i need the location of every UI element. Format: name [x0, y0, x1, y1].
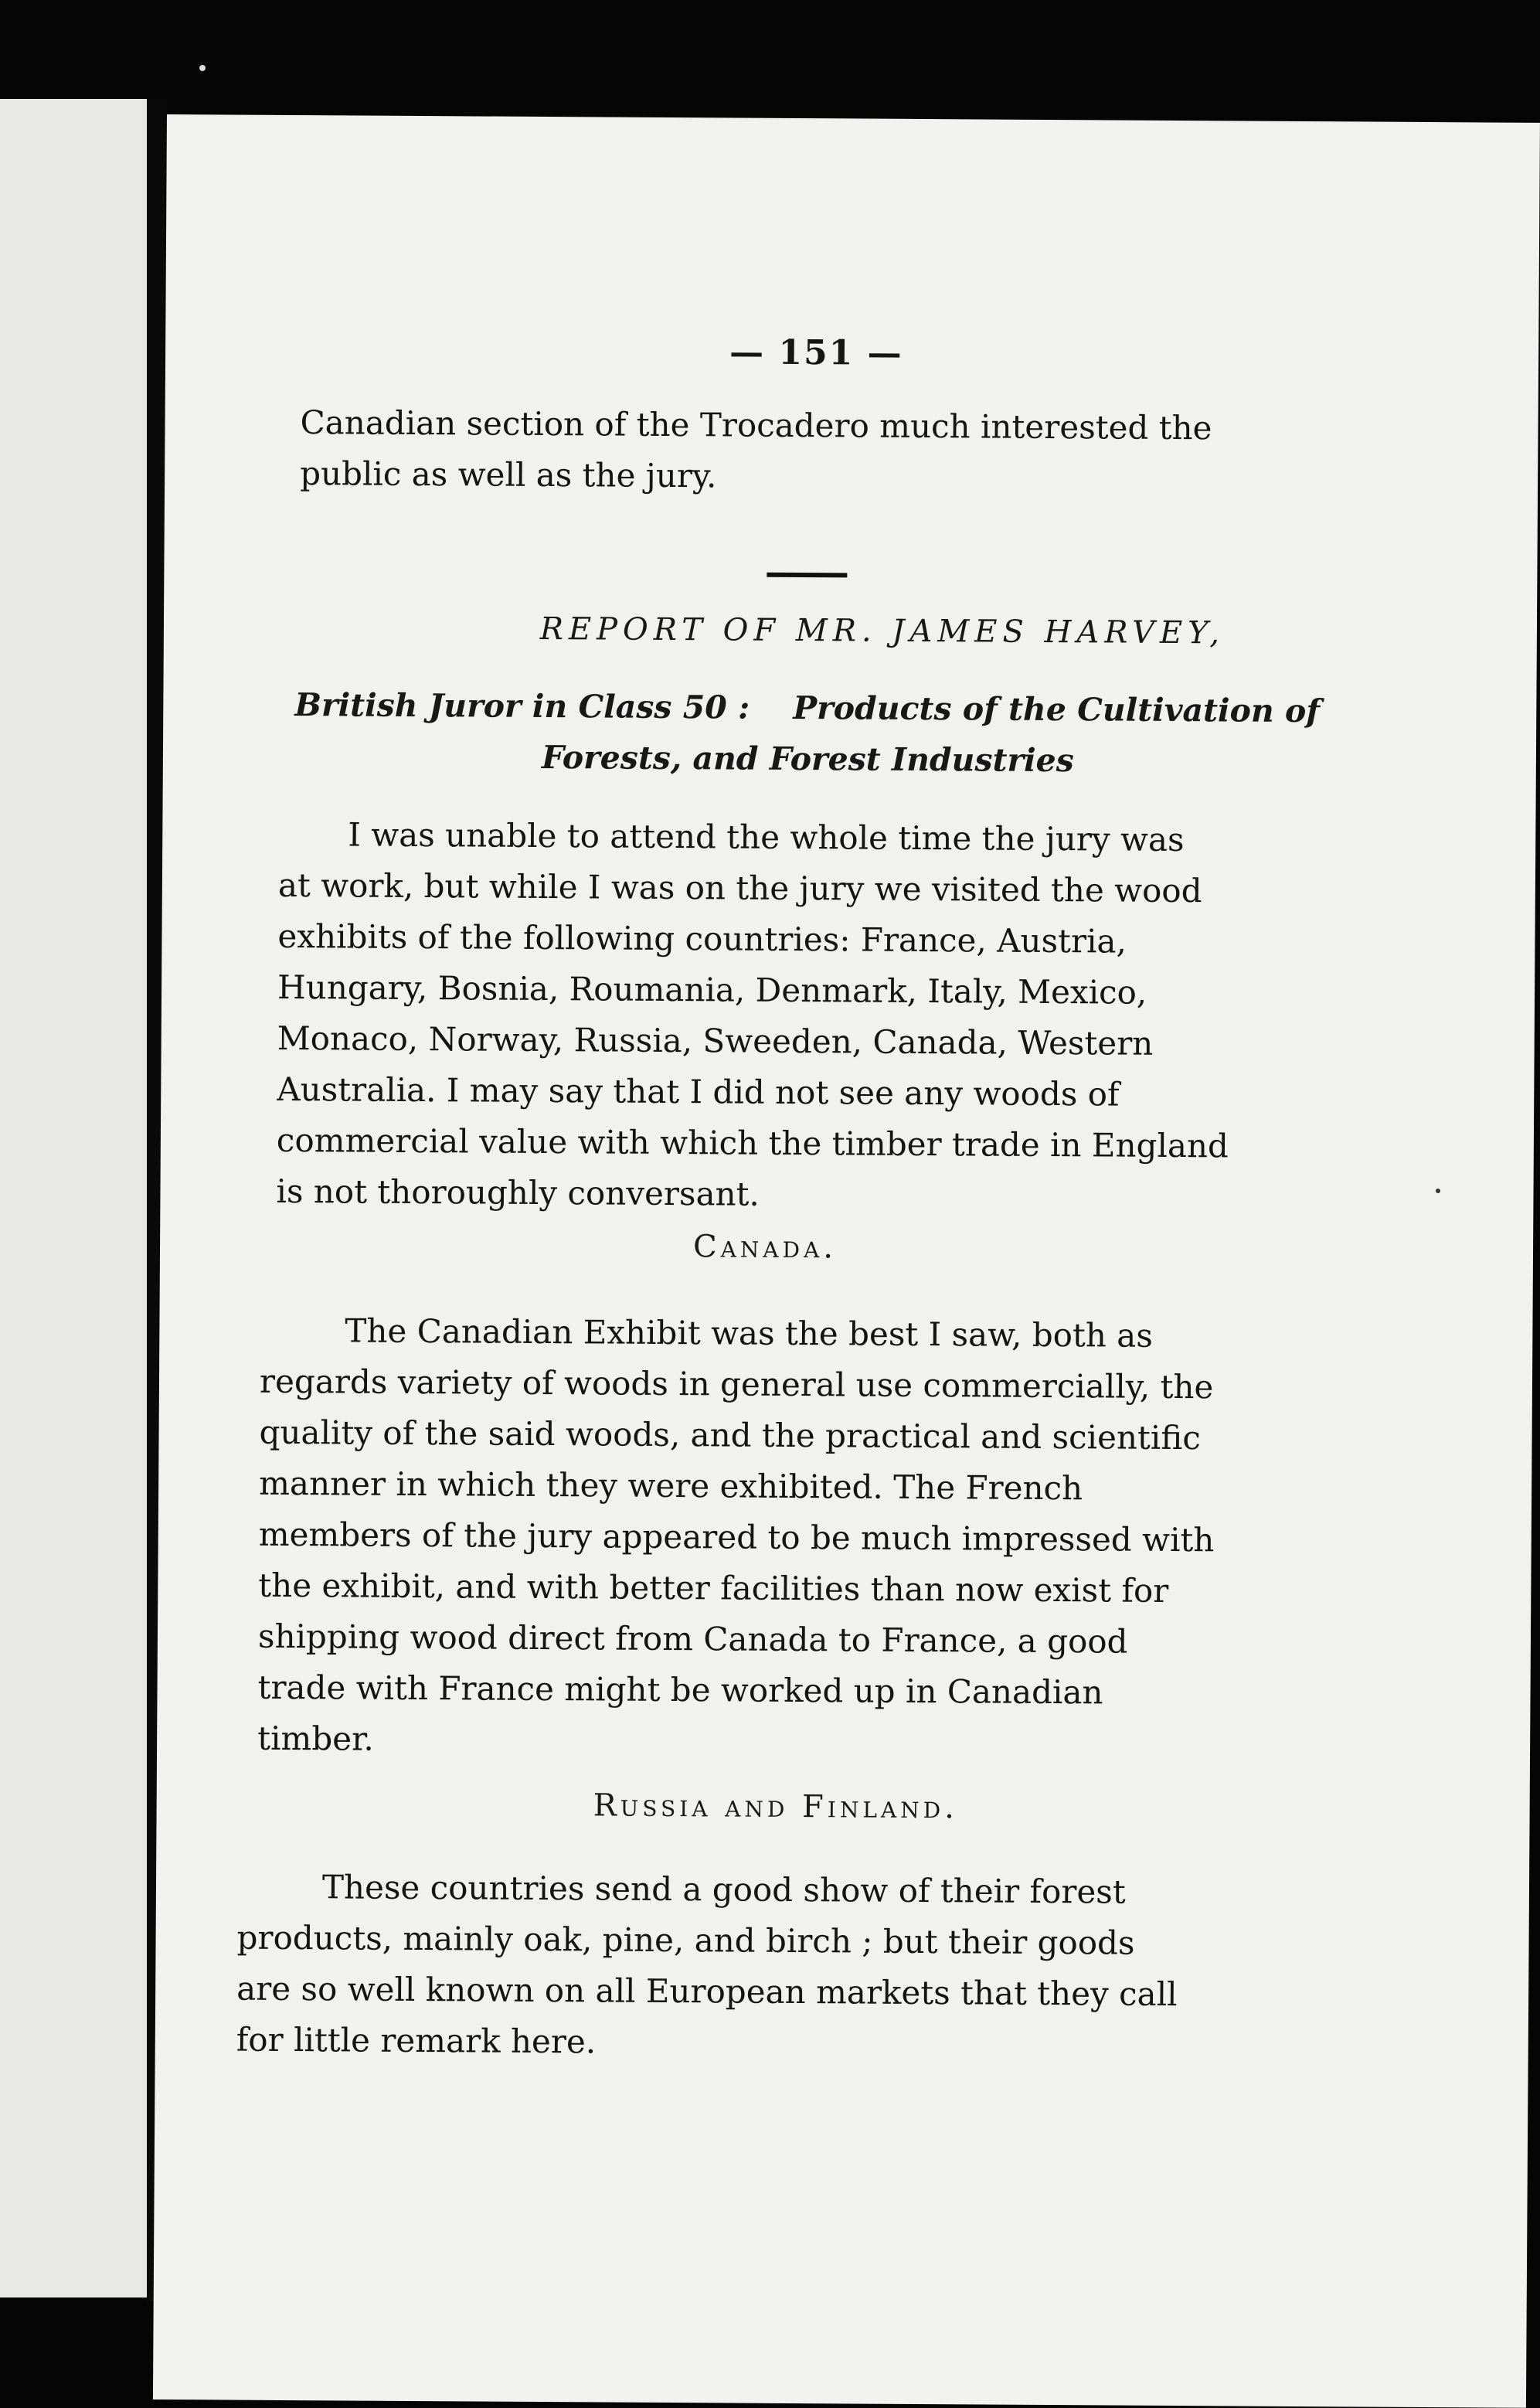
text-line: for little remark here.: [236, 2020, 597, 2061]
text-line: members of the jury appeared to be much impressed with: [258, 1515, 1215, 1559]
text-line: is not thoroughly conversant.: [276, 1172, 760, 1213]
subtitle-juror-class: British Juror in Class 50 :: [294, 686, 750, 726]
text-line: Australia. I may say that I did not see any woods of: [277, 1070, 1120, 1114]
text-line: Hungary, Bosnia, Roumania, Denmark, Italy, Mexico,: [277, 968, 1147, 1012]
section-heading-russia-finland: Russia and Finland.: [593, 1787, 959, 1826]
subtitle-products: Products of the Cultivation of: [793, 689, 1321, 730]
text-line: at work, but while I was on the jury we visited the wood: [277, 866, 1202, 910]
text-line: trade with France might be worked up in Canadian: [257, 1668, 1103, 1712]
scan-speck: [199, 65, 206, 71]
text-line: commercial value with which the timber trade in England: [276, 1121, 1229, 1165]
russia-paragraph: [236, 1862, 1358, 2073]
text-line: manner in which they were exhibited. The French: [259, 1464, 1083, 1508]
text-line: public as well as the jury.: [300, 454, 717, 495]
report-subtitle-line2: Forests, and Forest Industries: [541, 738, 1074, 780]
text-line: regards variety of woods in general use commercially, the: [259, 1362, 1214, 1406]
book-page: [153, 114, 1540, 2408]
page-number: — 151 —: [729, 332, 903, 373]
section-heading-canada: Canada.: [692, 1229, 838, 1266]
text-line: I was unable to attend the whole time the jury was: [348, 815, 1185, 859]
text-line: are so well known on all European markets that they call: [236, 1969, 1178, 2014]
facing-page-edge: [0, 99, 147, 2297]
text-line: shipping wood direct from Canada to France, a good: [257, 1617, 1128, 1661]
text-line: quality of the said woods, and the practical and scientific: [259, 1413, 1201, 1457]
text-line: Monaco, Norway, Russia, Sweeden, Canada, Western: [277, 1019, 1154, 1063]
report-subtitle-line1: [294, 679, 1320, 736]
report-paragraph: [276, 809, 1399, 1224]
canada-paragraph: [257, 1305, 1381, 1771]
text-line: exhibits of the following countries: France, Austria,: [277, 917, 1127, 961]
scan-speck: [1436, 1189, 1440, 1193]
text-line: These countries send a good show of their forest: [321, 1868, 1126, 1911]
intro-paragraph: [300, 397, 1433, 506]
text-line: the exhibit, and with better facilities than now exist for: [258, 1566, 1169, 1610]
text-line: products, mainly oak, pine, and birch ; but their goods: [236, 1918, 1135, 1962]
report-title: REPORT OF MR. JAMES HARVEY,: [539, 611, 1226, 651]
text-line: The Canadian Exhibit was the best I saw, both as: [345, 1311, 1153, 1355]
section-divider: [767, 573, 847, 578]
text-line: timber.: [257, 1719, 375, 1758]
text-line: Canadian section of the Trocadero much interested the: [300, 403, 1212, 447]
